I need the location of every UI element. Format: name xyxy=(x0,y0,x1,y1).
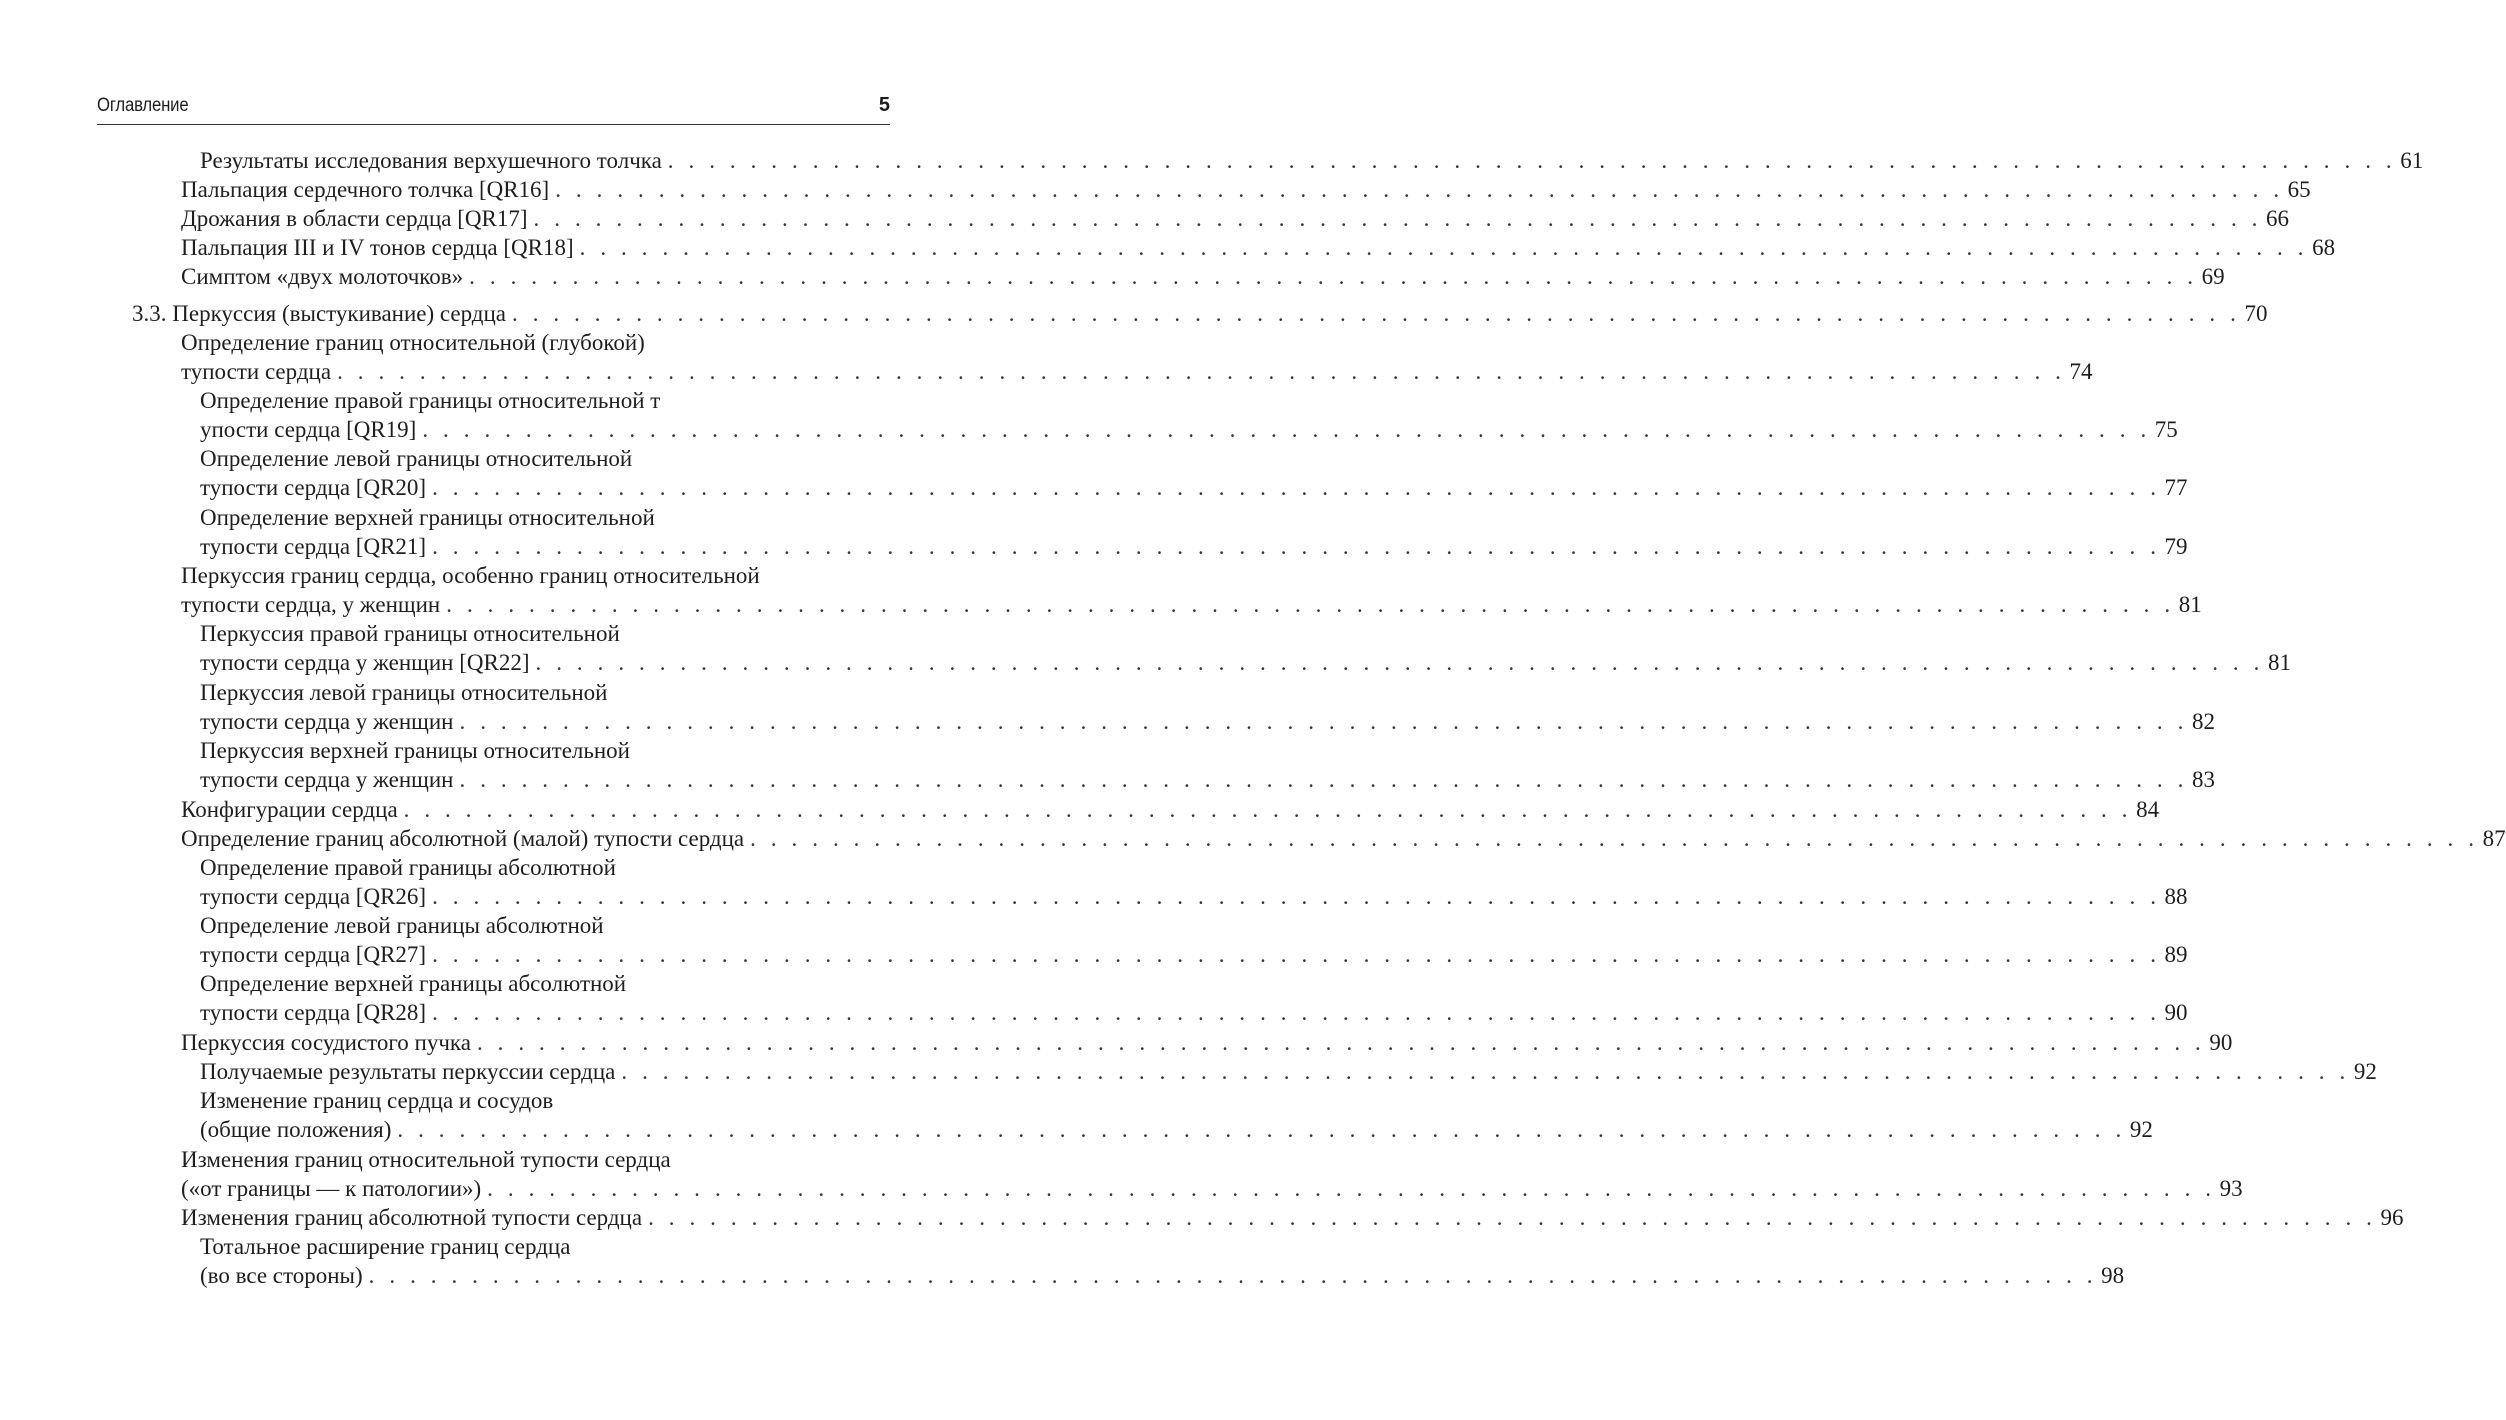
entry-title: Пальпация сердечного толчка [QR16] xyxy=(181,177,550,202)
entry-title: Конфигурации сердца xyxy=(181,797,398,822)
running-header xyxy=(97,90,890,125)
entry-page: 61 xyxy=(2400,148,2424,173)
dot-leader: . . . . . . . . . . . . . . . . . . . . . . . . . . . . . . . . . . . . . . . . . . . . . . . . . . . . . . . . . . . . . . . . . . . . . . . . . . . . . . . . . . . . xyxy=(446,592,2175,617)
toc-entry xyxy=(181,1028,2233,1057)
dot-leader: . . . . . . . . . . . . . . . . . . . . . . . . . . . . . . . . . . . . . . . . . . . . . . . . . . . . . . . . . . . . . . . . . . . . . . . . . . . . . . . . . . . . xyxy=(432,1000,2161,1025)
entry-page: 70 xyxy=(2244,301,2268,326)
entry-title: тупости сердца [QR20] xyxy=(200,475,427,500)
entry-title: (общие положения) xyxy=(200,1117,392,1142)
toc-entry xyxy=(200,146,2424,175)
dot-leader: . . . . . . . . . . . . . . . . . . . . . . . . . . . . . . . . . . . . . . . . . . . . . . . . . . . . . . . . . . . . . . . . . . . . . . . . . . . . . . . . . . . . xyxy=(403,797,2133,822)
entry-title: тупости сердца у женщин xyxy=(200,767,454,792)
toc-entry xyxy=(181,175,2311,204)
entry-title: тупости сердца xyxy=(181,359,332,384)
entry-page: 98 xyxy=(2101,1263,2125,1288)
entry-title: тупости сердца [QR28] xyxy=(200,1000,427,1025)
entry-page: 90 xyxy=(2164,1000,2188,1025)
entry-title: тупости сердца у женщин xyxy=(200,709,454,734)
entry-title: Получаемые результаты перкуссии сердца xyxy=(200,1059,616,1084)
dot-leader: . . . . . . . . . . . . . . . . . . . . . . . . . . . . . . . . . . . . . . . . . . . . . . . . . . . . . . . . . . . . . . . . . . . . . . . . . . . . . . . . . . . . xyxy=(750,826,2479,851)
toc-entry xyxy=(181,328,2093,386)
entry-title: упости сердца [QR19] xyxy=(200,417,417,442)
entry-title: Перкуссия сосудистого пучка xyxy=(181,1030,471,1055)
entry-page: 69 xyxy=(2201,264,2225,289)
entry-page: 82 xyxy=(2191,709,2215,734)
entry-title: тупости сердца [QR27] xyxy=(200,942,427,967)
dot-leader: . . . . . . . . . . . . . . . . . . . . . . . . . . . . . . . . . . . . . . . . . . . . . . . . . . . . . . . . . . . . . . . . . . . . . . . . . . . . . . . . . . . . xyxy=(579,235,2309,260)
entry-title: Результаты исследования верхушечного толчка xyxy=(200,148,662,173)
entry-title-line1: Изменение границ сердца и сосудов xyxy=(200,1088,554,1113)
entry-page: 79 xyxy=(2164,534,2188,559)
entry-title-line1: Определение правой границы относительной т xyxy=(200,388,661,413)
entry-page: 89 xyxy=(2164,942,2188,967)
dot-leader: . . . . . . . . . . . . . . . . . . . . . . . . . . . . . . . . . . . . . . . . . . . . . . . . . . . . . . . . . . . . . . . . . . . . . . . . . . . . . . . . . . . . xyxy=(432,884,2161,909)
dot-leader: . . . . . . . . . . . . . . . . . . . . . . . . . . . . . . . . . . . . . . . . . . . . . . . . . . . . . . . . . . . . . . . . . . . . . . . . . . . . . . . . . . . . xyxy=(368,1263,2098,1288)
dot-leader: . . . . . . . . . . . . . . . . . . . . . . . . . . . . . . . . . . . . . . . . . . . . . . . . . . . . . . . . . . . . . . . . . . . . . . . . . . . . . . . . . . . . xyxy=(476,1030,2206,1055)
dot-leader: . . . . . . . . . . . . . . . . . . . . . . . . . . . . . . . . . . . . . . . . . . . . . . . . . . . . . . . . . . . . . . . . . . . . . . . . . . . . . . . . . . . . xyxy=(648,1205,2377,1230)
entry-page: 83 xyxy=(2191,767,2215,792)
entry-page: 75 xyxy=(2154,417,2178,442)
entry-title: Симптом «двух молоточков» xyxy=(181,264,464,289)
toc-entry xyxy=(200,619,2291,677)
toc-entry xyxy=(181,795,2160,824)
entry-page: 68 xyxy=(2312,235,2336,260)
toc-entry xyxy=(200,503,2188,561)
dot-leader: . . . . . . . . . . . . . . . . . . . . . . . . . . . . . . . . . . . . . . . . . . . . . . . . . . . . . . . . . . . . . . . . . . . . . . . . . . . . . . . . . . . . xyxy=(459,767,2188,792)
toc-section-entry xyxy=(132,299,2268,328)
page-number: 5 xyxy=(878,94,890,116)
entry-title-line1: Перкуссия левой границы относительной xyxy=(200,680,608,705)
dot-leader: . . . . . . . . . . . . . . . . . . . . . . . . . . . . . . . . . . . . . . . . . . . . . . . . . . . . . . . . . . . . . . . . . . . . . . . . . . . . . . . . . . . . xyxy=(469,264,2198,289)
toc-entry xyxy=(200,969,2188,1027)
toc-entry xyxy=(181,824,2506,853)
entry-page: 77 xyxy=(2164,475,2188,500)
dot-leader: . . . . . . . . . . . . . . . . . . . . . . . . . . . . . . . . . . . . . . . . . . . . . . . . . . . . . . . . . . . . . . . . . . . . . . . . . . . . . . . . . . . . xyxy=(555,177,2284,202)
entry-title-line1: Перкуссия правой границы относительной xyxy=(200,621,620,646)
toc-entry xyxy=(200,444,2188,502)
dot-leader: . . . . . . . . . . . . . . . . . . . . . . . . . . . . . . . . . . . . . . . . . . . . . . . . . . . . . . . . . . . . . . . . . . . . . . . . . . . . . . . . . . . . xyxy=(535,650,2264,675)
entry-title: Определение границ абсолютной (малой) тупости сердца xyxy=(181,826,745,851)
entry-page: 81 xyxy=(2178,592,2202,617)
entry-title: Пальпация III и IV тонов сердца [QR18] xyxy=(181,235,574,260)
toc-entry xyxy=(181,1145,2243,1203)
entry-page: 93 xyxy=(2219,1176,2243,1201)
running-title: Оглавление xyxy=(97,95,189,116)
dot-leader: . . . . . . . . . . . . . . . . . . . . . . . . . . . . . . . . . . . . . . . . . . . . . . . . . . . . . . . . . . . . . . . . . . . . . . . . . . . . . . . . . . . . xyxy=(621,1059,2350,1084)
entry-title: 3.3. Перкуссия (выстукивание) сердца xyxy=(132,301,506,326)
entry-page: 87 xyxy=(2482,826,2506,851)
toc-entry xyxy=(200,386,2178,444)
toc-entry xyxy=(200,1086,2153,1144)
toc-entry xyxy=(200,911,2188,969)
entry-title-line1: Перкуссия верхней границы относительной xyxy=(200,738,630,763)
entry-title-line1: Определение левой границы абсолютной xyxy=(200,913,604,938)
dot-leader: . . . . . . . . . . . . . . . . . . . . . . . . . . . . . . . . . . . . . . . . . . . . . . . . . . . . . . . . . . . . . . . . . . . . . . . . . . . . . . . . . . . . xyxy=(487,1176,2216,1201)
entry-page: 84 xyxy=(2136,797,2160,822)
entry-page: 66 xyxy=(2266,206,2289,231)
entry-title-line1: Определение левой границы относительной xyxy=(200,446,633,471)
dot-leader: . . . . . . . . . . . . . . . . . . . . . . . . . . . . . . . . . . . . . . . . . . . . . . . . . . . . . . . . . . . . . . . . . . . . . . . . . . . . . . . . . . . . xyxy=(459,709,2188,734)
entry-title-line1: Перкуссия границ сердца, особенно границ относительной xyxy=(181,563,760,588)
entry-page: 90 xyxy=(2209,1030,2233,1055)
entry-title: (во все стороны) xyxy=(200,1263,363,1288)
toc-entry xyxy=(200,736,2215,794)
toc-entry xyxy=(200,1232,2125,1290)
entry-page: 65 xyxy=(2287,177,2311,202)
dot-leader: . . . . . . . . . . . . . . . . . . . . . . . . . . . . . . . . . . . . . . . . . . . . . . . . . . . . . . . . . . . . . . . . . . . . . . . . . . . . . . . . . . . . xyxy=(432,534,2161,559)
toc-entry xyxy=(181,233,2336,262)
dot-leader: . . . . . . . . . . . . . . . . . . . . . . . . . . . . . . . . . . . . . . . . . . . . . . . . . . . . . . . . . . . . . . . . . . . . . . . . . . . . . . . . . . . . xyxy=(337,359,2066,384)
entry-title-line1: Определение границ относительной (глубокой) xyxy=(181,330,645,355)
entry-title: Изменения границ абсолютной тупости сердца xyxy=(181,1205,643,1230)
toc-entry xyxy=(181,561,2202,619)
dot-leader: . . . . . . . . . . . . . . . . . . . . . . . . . . . . . . . . . . . . . . . . . . . . . . . . . . . . . . . . . . . . . . . . . . . . . . . . . . . . . . . . . . . . xyxy=(422,417,2151,442)
toc-entry xyxy=(181,1203,2404,1232)
entry-title-line1: Определение правой границы абсолютной xyxy=(200,855,616,880)
entry-title: тупости сердца [QR21] xyxy=(200,534,427,559)
entry-title-line1: Тотальное расширение границ сердца xyxy=(200,1234,571,1259)
entry-title-line1: Изменения границ относительной тупости сердца xyxy=(181,1147,671,1172)
entry-title: тупости сердца, у женщин xyxy=(181,592,441,617)
dot-leader: . . . . . . . . . . . . . . . . . . . . . . . . . . . . . . . . . . . . . . . . . . . . . . . . . . . . . . . . . . . . . . . . . . . . . . . . . . . . . . . . . . . . xyxy=(432,475,2161,500)
entry-title: тупости сердца [QR26] xyxy=(200,884,427,909)
entry-title-line1: Определение верхней границы относительной xyxy=(200,505,655,530)
entry-page: 96 xyxy=(2380,1205,2404,1230)
dot-leader: . . . . . . . . . . . . . . . . . . . . . . . . . . . . . . . . . . . . . . . . . . . . . . . . . . . . . . . . . . . . . . . . . . . . . . . . . . . . . . . . . . . . xyxy=(533,206,2262,231)
dot-leader: . . . . . . . . . . . . . . . . . . . . . . . . . . . . . . . . . . . . . . . . . . . . . . . . . . . . . . . . . . . . . . . . . . . . . . . . . . . . . . . . . . . . xyxy=(512,301,2241,326)
entry-title-line1: Определение верхней границы абсолютной xyxy=(200,971,627,996)
toc-entry xyxy=(200,853,2188,911)
dot-leader: . . . . . . . . . . . . . . . . . . . . . . . . . . . . . . . . . . . . . . . . . . . . . . . . . . . . . . . . . . . . . . . . . . . . . . . . . . . . . . . . . . . . xyxy=(667,148,2397,173)
entry-page: 74 xyxy=(2069,359,2093,384)
toc-entry xyxy=(200,1057,2377,1086)
entry-page: 81 xyxy=(2267,650,2291,675)
entry-title: Дрожания в области сердца [QR17] xyxy=(181,206,528,231)
entry-page: 88 xyxy=(2164,884,2188,909)
entry-title: тупости сердца у женщин [QR22] xyxy=(200,650,530,675)
entry-title: («от границы — к патологии») xyxy=(181,1176,482,1201)
entry-page: 92 xyxy=(2129,1117,2153,1142)
entry-page: 92 xyxy=(2353,1059,2377,1084)
toc-entry xyxy=(200,678,2215,736)
toc-entry xyxy=(181,262,2225,291)
toc-entry xyxy=(181,204,2289,233)
dot-leader: . . . . . . . . . . . . . . . . . . . . . . . . . . . . . . . . . . . . . . . . . . . . . . . . . . . . . . . . . . . . . . . . . . . . . . . . . . . . . . . . . . . . xyxy=(397,1117,2126,1142)
dot-leader: . . . . . . . . . . . . . . . . . . . . . . . . . . . . . . . . . . . . . . . . . . . . . . . . . . . . . . . . . . . . . . . . . . . . . . . . . . . . . . . . . . . . xyxy=(432,942,2161,967)
